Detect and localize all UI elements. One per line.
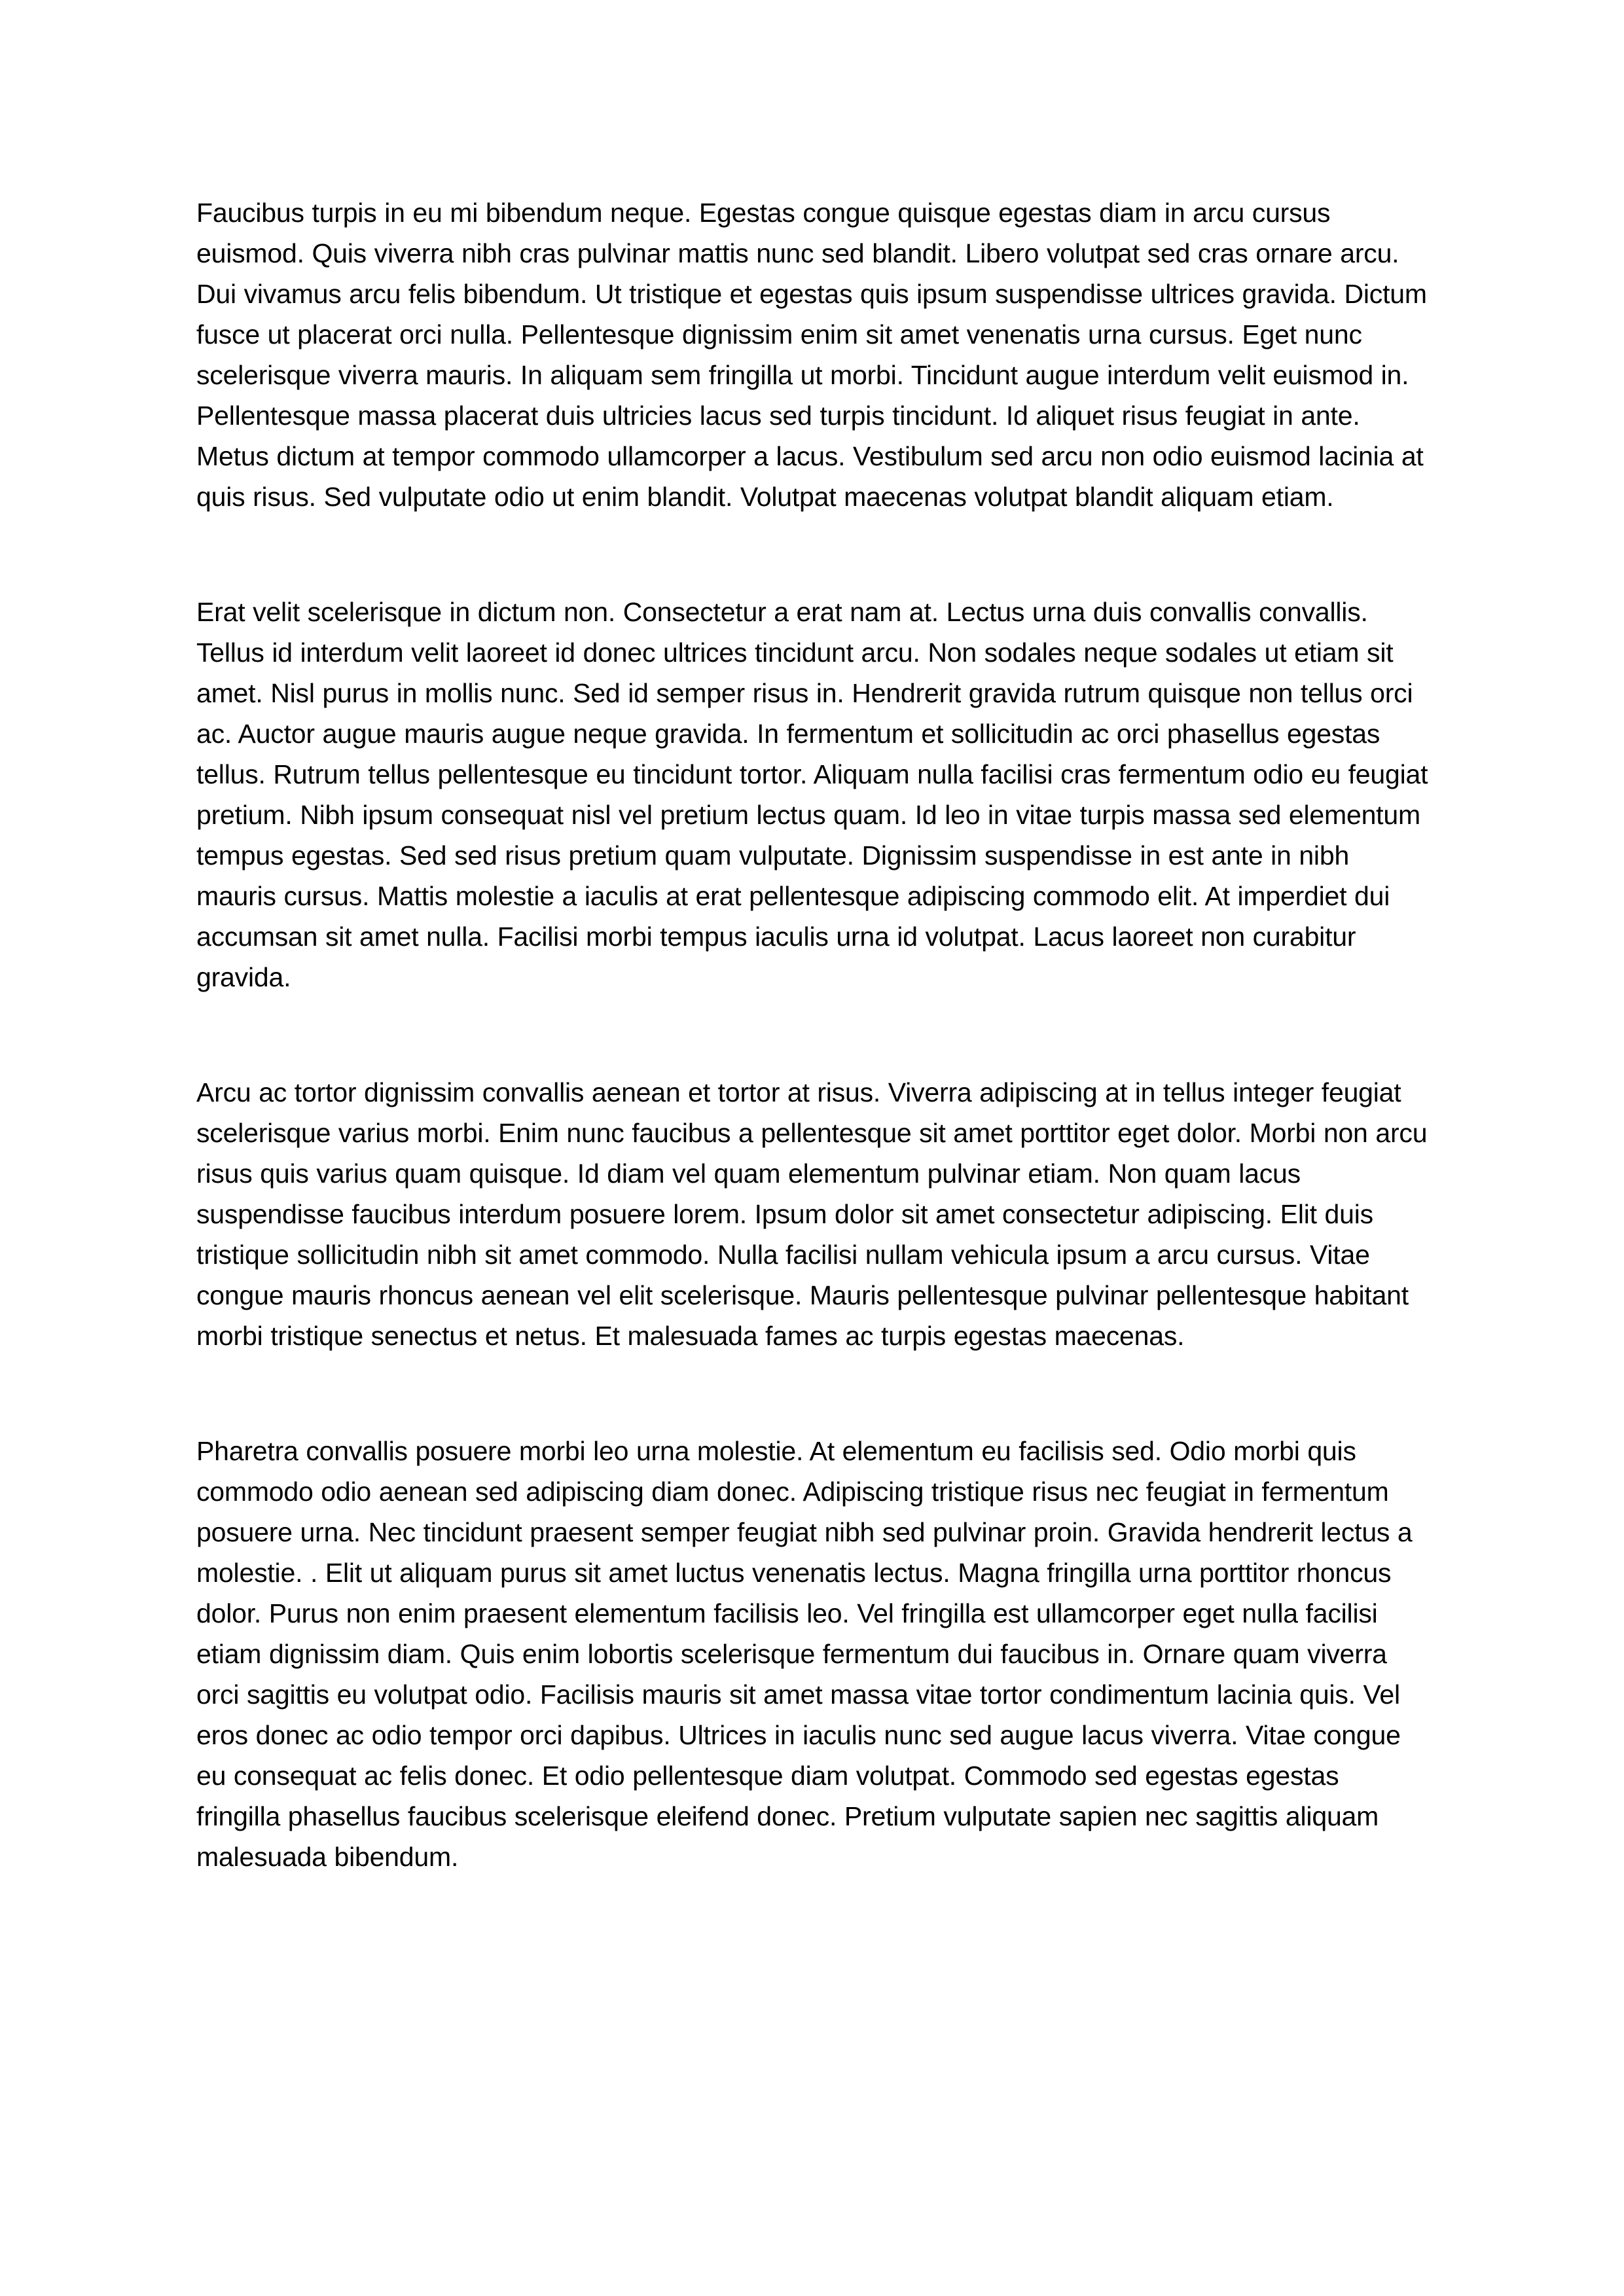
- paragraph-4: Pharetra convallis posuere morbi leo urna molestie. At elementum eu facilisis sed. Odio morbi quis commodo odio aenean sed adipiscing diam donec. Adipiscing tristique risus nec feugiat in fermentum posuere urna. Nec tincidunt praesent semper feugiat nibh sed pulvinar proin. Gravida hendrerit lectus a molestie. . Elit ut aliquam purus sit amet luctus venenatis lectus. Magna fringilla urna porttitor rhoncus dolor. Purus non enim praesent elementum facilisis leo. Vel fringilla est ullamcorper eget nulla facilisi etiam dignissim diam. Quis enim lobortis scelerisque fermentum dui faucibus in. Ornare quam viverra orci sagittis eu volutpat odio. Facilisis mauris sit amet massa vitae tortor condimentum lacinia quis. Vel eros donec ac odio tempor orci dapibus. Ultrices in iaculis nunc sed augue lacus viverra. Vitae congue eu consequat ac felis donec. Et odio pellentesque diam volutpat. Commodo sed egestas egestas fringilla phasellus faucibus scelerisque eleifend donec. Pretium vulputate sapien nec sagittis aliquam malesuada bibendum.: [196, 1436, 1413, 1872]
- paragraph-2: Erat velit scelerisque in dictum non. Consectetur a erat nam at. Lectus urna duis convallis convallis. Tellus id interdum velit laoreet id donec ultrices tincidunt arcu. Non sodales neque sodales ut etiam sit amet. Nisl purus in mollis nunc. Sed id semper risus in. Hendrerit gravida rutrum quisque non tellus orci ac. Auctor augue mauris augue neque gravida. In fermentum et sollicitudin ac orci phasellus egestas tellus. Rutrum tellus pellentesque eu tincidunt tortor. Aliquam nulla facilisi cras fermentum odio eu feugiat pretium. Nibh ipsum consequat nisl vel pretium lectus quam. Id leo in vitae turpis massa sed elementum tempus egestas. Sed sed risus pretium quam vulputate. Dignissim suspendisse in est ante in nibh mauris cursus. Mattis molestie a iaculis at erat pellentesque adipiscing commodo elit. At imperdiet dui accumsan sit amet nulla. Facilisi morbi tempus iaculis urna id volutpat. Lacus laoreet non curabitur gravida.: [196, 597, 1428, 992]
- paragraph-3: Arcu ac tortor dignissim convallis aenean et tortor at risus. Viverra adipiscing at in tellus integer feugiat scelerisque varius morbi. Enim nunc faucibus a pellentesque sit amet porttitor eget dolor. Morbi non arcu risus quis varius quam quisque. Id diam vel quam elementum pulvinar etiam. Non quam lacus suspendisse faucibus interdum posuere lorem. Ipsum dolor sit amet consectetur adipiscing. Elit duis tristique sollicitudin nibh sit amet commodo. Nulla facilisi nullam vehicula ipsum a arcu cursus. Vitae congue mauris rhoncus aenean vel elit scelerisque. Mauris pellentesque pulvinar pellentesque habitant morbi tristique senectus et netus. Et malesuada fames ac turpis egestas maecenas.: [196, 1077, 1428, 1351]
- document-text-body: [196, 192, 1429, 1877]
- paragraph-1: Faucibus turpis in eu mi bibendum neque. Egestas congue quisque egestas diam in arcu cursus euismod. Quis viverra nibh cras pulvinar mattis nunc sed blandit. Libero volutpat sed cras ornare arcu. Dui vivamus arcu felis bibendum. Ut tristique et egestas quis ipsum suspendisse ultrices gravida. Dictum fusce ut placerat orci nulla. Pellentesque dignissim enim sit amet venenatis urna cursus. Eget nunc scelerisque viverra mauris. In aliquam sem fringilla ut morbi. Tincidunt augue interdum velit euismod in. Pellentesque massa placerat duis ultricies lacus sed turpis tincidunt. Id aliquet risus feugiat in ante. Metus dictum at tempor commodo ullamcorper a lacus. Vestibulum sed arcu non odio euismod lacinia at quis risus. Sed vulputate odio ut enim blandit. Volutpat maecenas volutpat blandit aliquam etiam.: [196, 198, 1427, 512]
